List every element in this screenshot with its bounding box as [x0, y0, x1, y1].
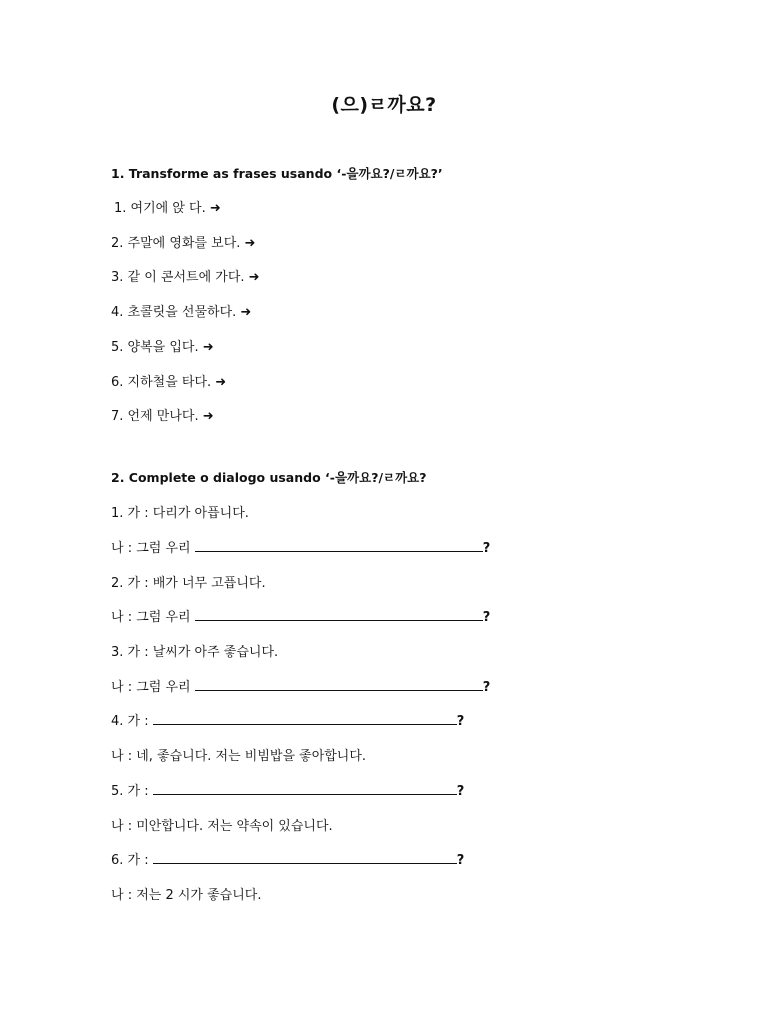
answer-blank[interactable] [195, 678, 483, 691]
dialogue-text: 1. 가 : 다리가 아픕니다. [111, 506, 249, 521]
question-mark: ? [482, 541, 491, 556]
exercise-item-5: 5. 양복을 입다. ➜ [111, 340, 214, 355]
answer-blank[interactable] [195, 539, 483, 552]
dialogue-line [111, 537, 490, 556]
question-mark: ? [456, 714, 465, 729]
section2-heading: 2. Complete o dialogo usando ‘-을까요?/ㄹ까요? [111, 470, 427, 485]
dialogue-line [111, 849, 464, 868]
dialogue-text: 나 : 그럼 우리 [111, 610, 195, 625]
question-mark: ? [482, 610, 491, 625]
dialogue-text: 4. 가 : [111, 714, 153, 729]
dialogue-line [111, 641, 278, 660]
dialogue-text: 3. 가 : 날씨가 아주 좋습니다. [111, 645, 279, 660]
dialogue-text: 나 : 네, 좋습니다. 저는 비빔밥을 좋아합니다. [111, 749, 367, 764]
dialogue-line [111, 572, 266, 591]
exercise-item-4: 4. 초콜릿을 선물하다. ➜ [111, 305, 252, 320]
dialogue-text: 5. 가 : [111, 784, 153, 799]
section1-heading: 1. Transforme as frases usando ‘-을까요?/ㄹ까요?’ [111, 166, 443, 181]
page-title: (으)ㄹ까요? [331, 94, 437, 116]
dialogue-text: 나 : 그럼 우리 [111, 680, 195, 695]
dialogue-line [111, 710, 464, 729]
dialogue-text: 6. 가 : [111, 853, 153, 868]
dialogue-line [111, 780, 464, 799]
dialogue-text: 나 : 미안합니다. 저는 약속이 있습니다. [111, 819, 333, 834]
answer-blank[interactable] [153, 851, 457, 864]
answer-blank[interactable] [153, 712, 457, 725]
dialogue-line [111, 676, 490, 695]
dialogue-line [111, 815, 333, 834]
question-mark: ? [456, 784, 465, 799]
exercise-item-1: 1. 여기에 앉 다. ➜ [114, 201, 221, 216]
exercise-item-2: 2. 주말에 영화를 보다. ➜ [111, 236, 256, 251]
dialogue-line [111, 502, 249, 521]
exercise-item-3: 3. 같 이 콘서트에 가다. ➜ [111, 270, 260, 285]
dialogue-text: 나 : 그럼 우리 [111, 541, 195, 556]
dialogue-line [111, 606, 490, 625]
answer-blank[interactable] [195, 608, 483, 621]
answer-blank[interactable] [153, 782, 457, 795]
dialogue-text: 나 : 저는 2 시가 좋습니다. [111, 888, 262, 903]
question-mark: ? [482, 680, 491, 695]
exercise-item-7: 7. 언제 만나다. ➜ [111, 409, 214, 424]
dialogue-line [111, 884, 261, 903]
exercise-item-6: 6. 지하철을 타다. ➜ [111, 375, 227, 390]
question-mark: ? [456, 853, 465, 868]
dialogue-line [111, 745, 366, 764]
dialogue-text: 2. 가 : 배가 너무 고픕니다. [111, 576, 266, 591]
